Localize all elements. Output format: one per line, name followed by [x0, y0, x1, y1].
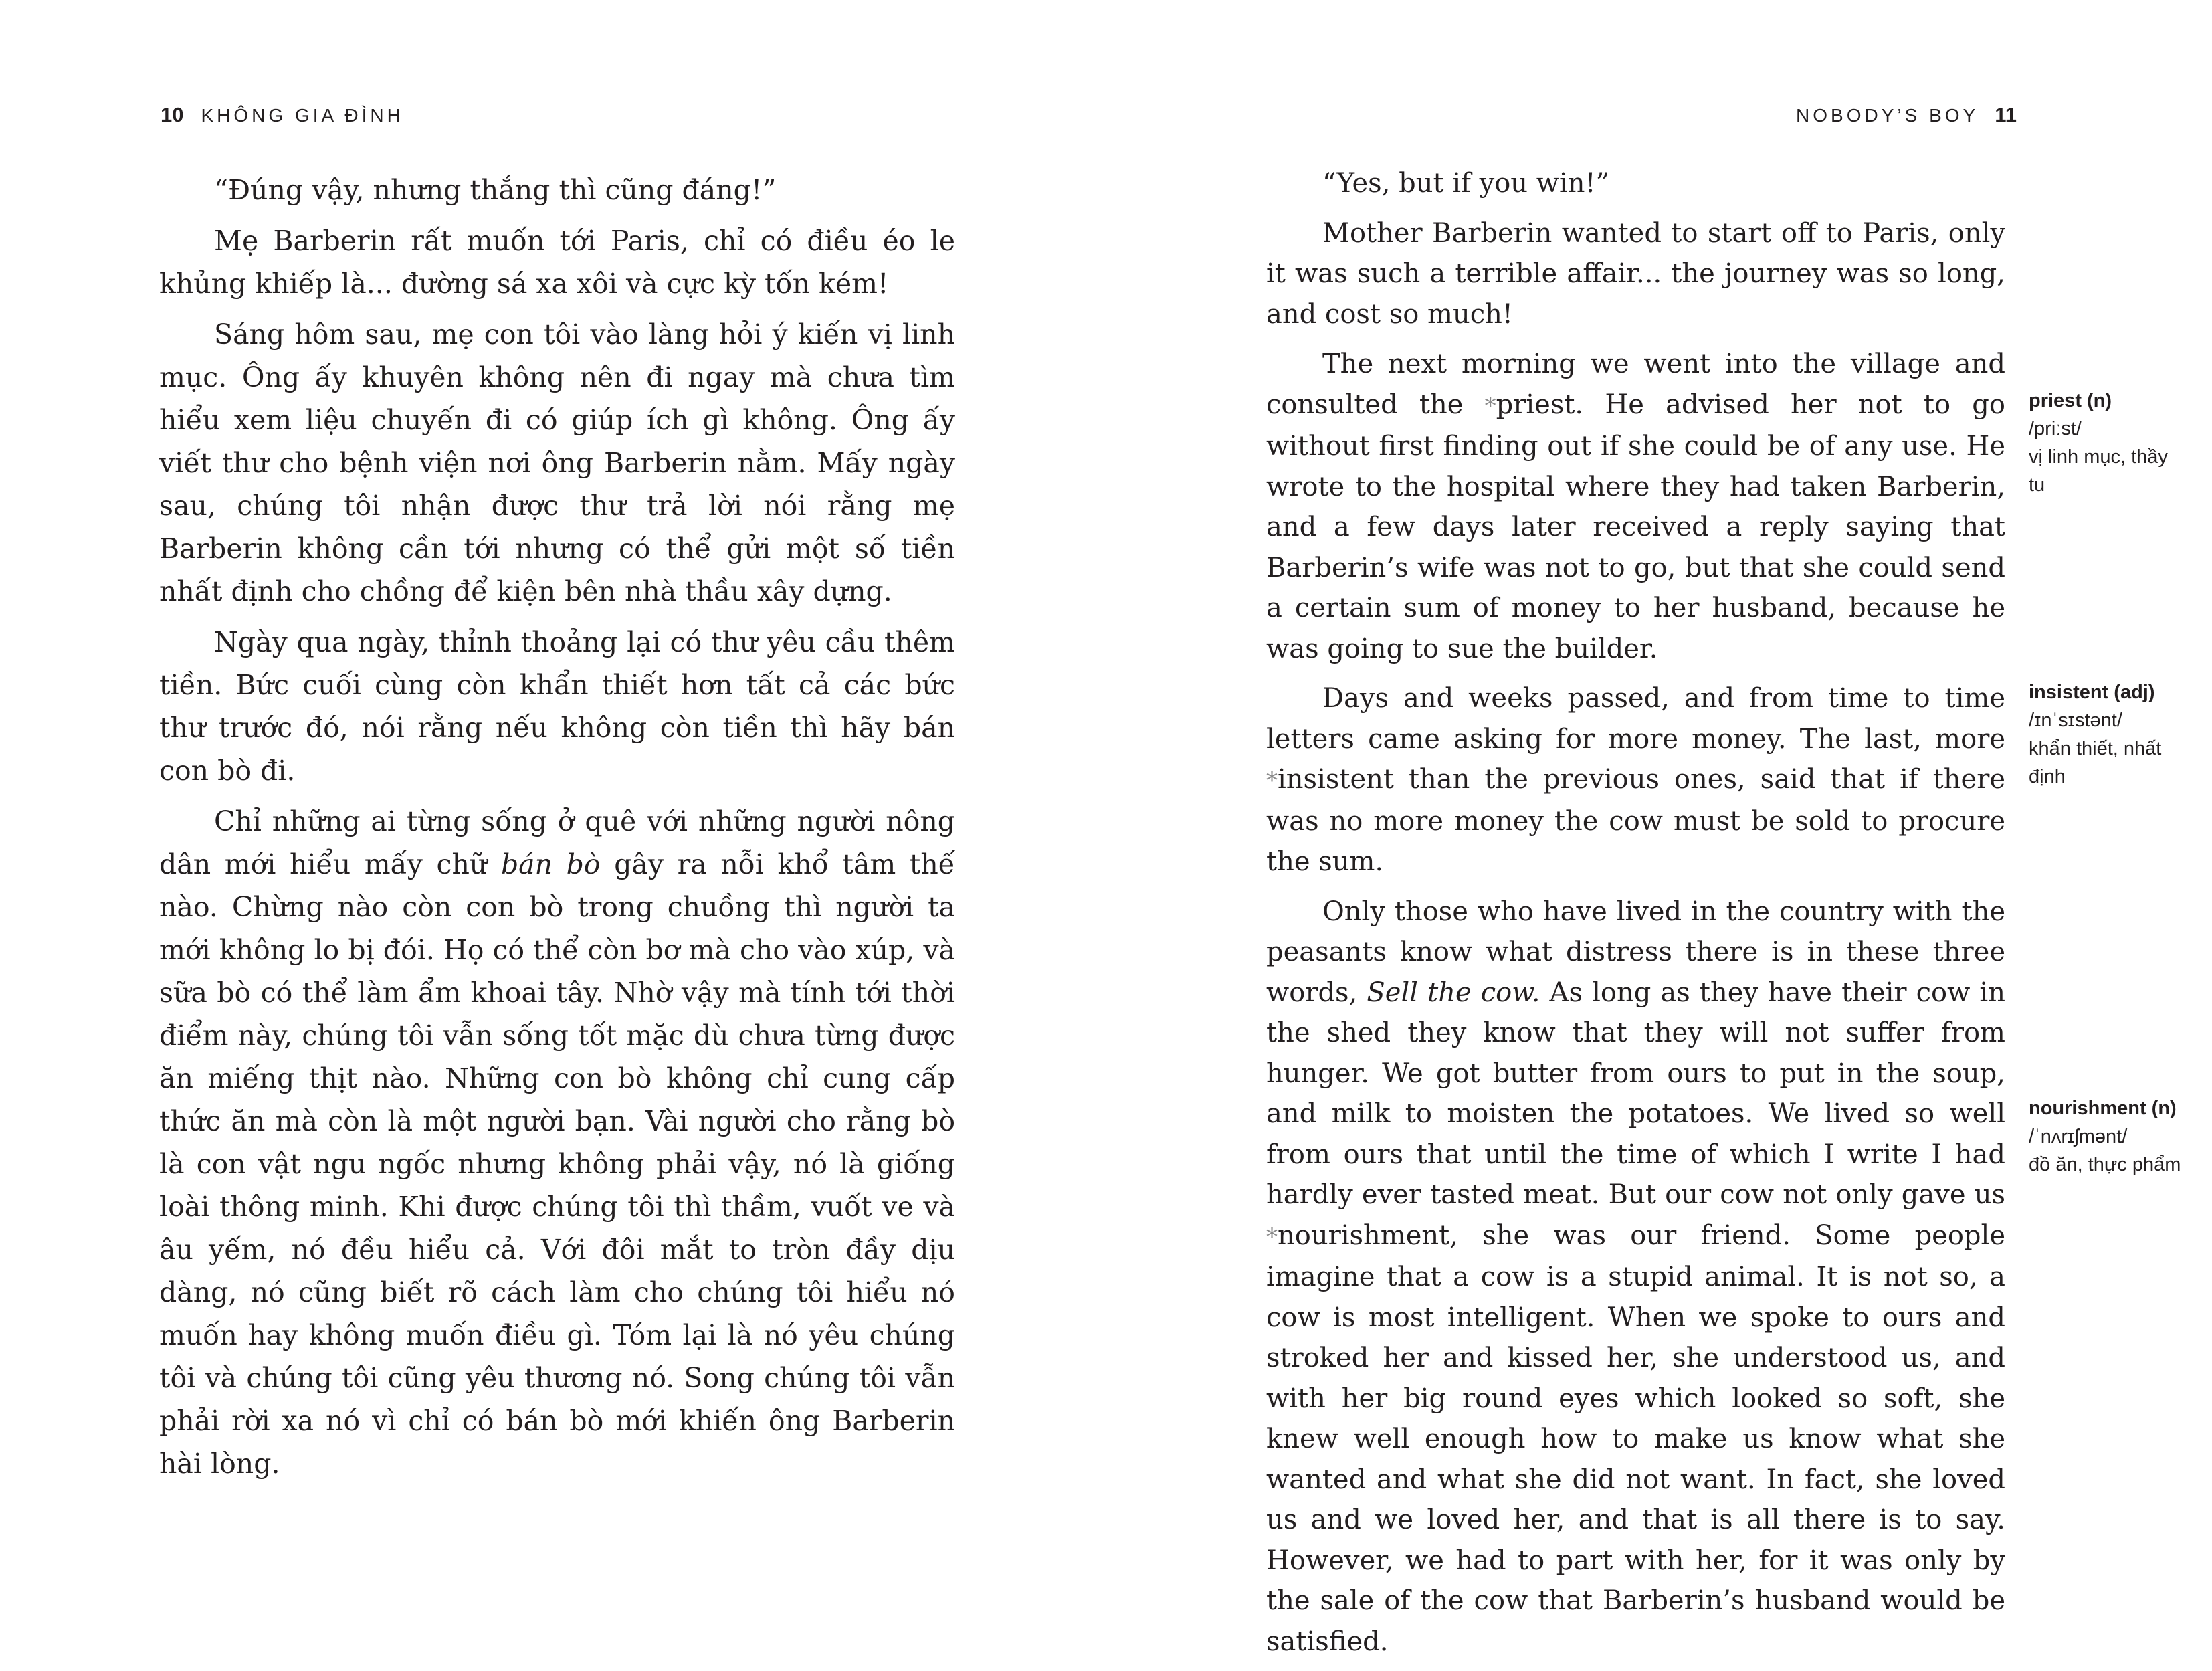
left-running-head [161, 102, 404, 129]
right-running-title: NOBODY’S BOY [1796, 105, 1979, 126]
glossary-entry-priest [2029, 387, 2183, 499]
left-page-body [159, 169, 955, 1493]
glossary-entry-insistent [2029, 678, 2183, 791]
paragraph: The next morning we went into the village and consulted the *priest. He advised her not to go without first finding out if she could be of any use. He wrote to the hospital where they had taken Barberin, and a few days later received a reply saying that Barberin’s wife was not to go, but that she could send a certain sum of money to her husband, because he was going to sue the builder. [1266, 349, 2005, 664]
glossary-ipa: /priːst/ [2029, 418, 2082, 439]
italic-phrase: Sell the cow. [1367, 977, 1540, 1008]
paragraph: “Đúng vậy, nhưng thắng thì cũng đáng!” [214, 174, 777, 206]
right-running-head [1796, 102, 2017, 129]
paragraph: Mother Barberin wanted to start off to Paris, only it was such a terrible affair... the journey was so long, and cost so much! [1266, 217, 2005, 330]
left-page-number: 10 [161, 103, 184, 126]
left-running-title: KHÔNG GIA ĐÌNH [201, 105, 404, 126]
glossary-term: nourishment (n) [2029, 1098, 2177, 1119]
glossary-ipa: /ɪnˈsɪstənt/ [2029, 710, 2122, 731]
glossary-marker: * [1266, 1223, 1278, 1250]
right-page-body [1266, 163, 2005, 1671]
glossary-meaning: vị linh mục, thầy tu [2029, 446, 2168, 496]
italic-phrase: bán bò [500, 848, 601, 880]
glossary-marker: * [1484, 392, 1496, 419]
paragraph: Chỉ những ai từng sống ở quê với những người nông dân mới hiểu mấy chữ bán bò gây ra nỗi khổ tâm thế nào. Chừng nào còn con bò trong chuồng thì người ta mới không lo bị đói. Họ có thể còn bơ mà cho vào xúp, và sữa bò có thể làm ẩm khoai tây. Nhờ vậy mà tính tới thời điểm này, chúng tôi vẫn sống tốt mặc dù chưa từng được ăn miếng thịt nào. Những con bò không chỉ cung cấp thức ăn mà còn là một người bạn. Vài người cho rằng bò là con vật ngu ngốc nhưng không phải vậy, nó là giống loài thông minh. Khi được chúng tôi thì thầm, vuốt ve và âu yếm, nó đều hiểu cả. Với đôi mắt to tròn đầy dịu dàng, nó cũng biết rõ cách làm cho chúng tôi hiểu nó muốn hay không muốn điều gì. Tóm lại là nó yêu chúng tôi và chúng tôi cũng yêu thương nó. Song chúng tôi vẫn phải rời xa nó vì chỉ có bán bò mới khiến ông Barberin hài lòng. [159, 805, 955, 1480]
paragraph: “Yes, but if you win!” [1322, 168, 1610, 199]
glossary-term: insistent (adj) [2029, 682, 2155, 703]
paragraph: Mẹ Barberin rất muốn tới Paris, chỉ có điều éo le khủng khiếp là... đường sá xa xôi và cực kỳ tốn kém! [159, 225, 955, 300]
glossary-meaning: khẩn thiết, nhất định [2029, 738, 2162, 787]
glossary-term: priest (n) [2029, 390, 2112, 411]
paragraph: Ngày qua ngày, thỉnh thoảng lại có thư yêu cầu thêm tiền. Bức cuối cùng còn khẩn thiết hơn tất cả các bức thư trước đó, nói rằng nếu không còn tiền thì hãy bán con bò đi. [159, 626, 955, 787]
paragraph: Sáng hôm sau, mẹ con tôi vào làng hỏi ý kiến vị linh mục. Ông ấy khuyên không nên đi ngay mà chưa tìm hiểu xem liệu chuyến đi có giúp ích gì không. Ông ấy viết thư cho bệnh viện nơi ông Barberin nằm. Mấy ngày sau, chúng tôi nhận được thư trả lời nói rằng mẹ Barberin không cần tới nhưng có thể gửi một số tiền nhất định cho chồng để kiện bên nhà thầu xây dựng. [159, 318, 955, 607]
glossary-marker: * [1266, 767, 1278, 794]
right-page-number: 11 [1995, 103, 2017, 126]
glossary-meaning: đồ ăn, thực phẩm [2029, 1154, 2181, 1175]
glossary-entry-nourishment [2029, 1094, 2183, 1179]
paragraph: Only those who have lived in the country with the peasants know what distress there is in these three words, Sell the cow. As long as they have their cow in the shed they know that they will not suffer from hunger. We got butter from ours to put in the soup, and milk to moisten the potatoes. We lived so well from ours that until the time of which I write I had hardly ever tasted meat. But our cow not only gave us *nourishment, she was our friend. Some people imagine that a cow is a stupid animal. It is not so, a cow is most intelligent. When we spoke to ours and stroked her and kissed her, she understood us, and with her big round eyes which looked so soft, she knew well enough how to make us know what she wanted and what she did not want. In fact, she loved us and we loved her, and that is all there is to say. However, we had to part with her, for it was only by the sale of the cow that Barberin’s husband would be satisfied. [1266, 896, 2005, 1657]
glossary-ipa: /ˈnʌrɪʃmənt/ [2029, 1126, 2128, 1147]
paragraph: Days and weeks passed, and from time to time letters came asking for more money. The last, more *insistent than the previous ones, said that if there was no more money the cow must be sold to procure the sum. [1266, 683, 2005, 877]
